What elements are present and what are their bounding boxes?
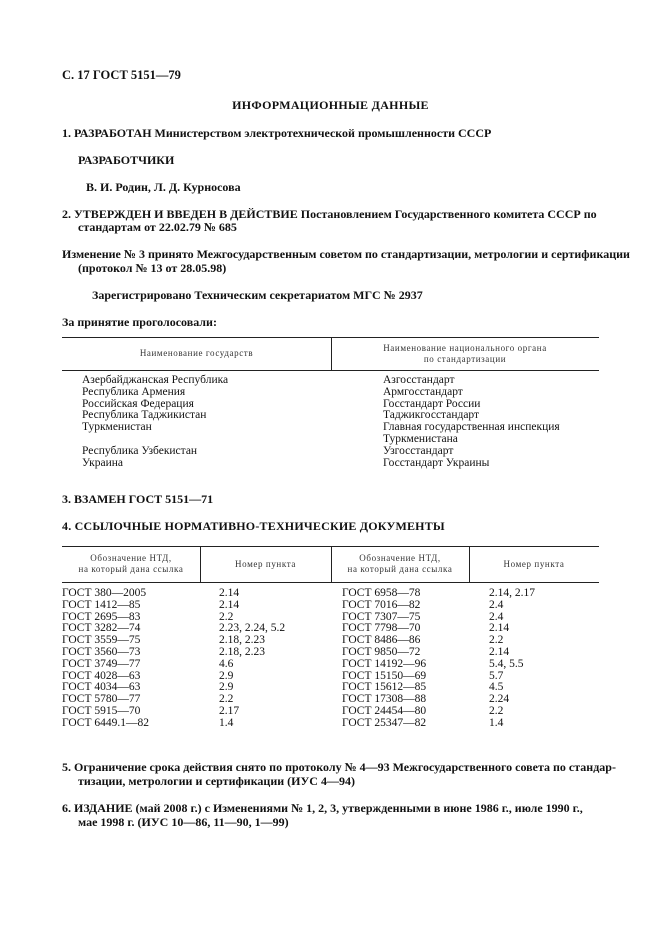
section-5-line2: тизации, метрологии и сертификации (ИУС 4—94) — [78, 774, 355, 788]
page-header: С. 17 ГОСТ 5151—79 — [62, 68, 181, 82]
ref-doc: ГОСТ 7798—70 — [342, 622, 421, 635]
ref-doc: ГОСТ 3559—75 — [62, 634, 141, 647]
ref-header-item-left: Номер пункта — [235, 559, 296, 569]
bodies-header-line1: Наименование национального органа — [383, 343, 547, 353]
ref-doc: ГОСТ 4028—63 — [62, 669, 141, 682]
ref-item: 2.4 — [489, 610, 504, 623]
standards-body: Армгосстандарт — [383, 385, 463, 398]
states-column — [82, 375, 228, 469]
section-1-developed-by: 1. РАЗРАБОТАН Министерством электротехнической промышленности СССР — [62, 126, 492, 140]
ref-doc: ГОСТ 8486—86 — [342, 634, 421, 647]
ref-table-header-rule — [62, 582, 599, 583]
section-2-approved-line1: 2. УТВЕРЖДЕН И ВВЕДЕН В ДЕЙСТВИЕ Постановлением Государственного комитета СССР по — [62, 207, 597, 221]
ref-doc: ГОСТ 25347—82 — [342, 716, 427, 729]
section-5-line1: 5. Ограничение срока действия снято по протоколу № 4—93 Межгосударственного совета по стандар- — [62, 760, 616, 774]
ref-header-item-right: Номер пункта — [503, 559, 565, 569]
ref-item: 2.2 — [219, 693, 234, 706]
ref-item: 5.7 — [489, 669, 504, 682]
ref-docs-left-column — [62, 588, 149, 730]
page-title: ИНФОРМАЦИОННЫЕ ДАННЫЕ — [232, 98, 429, 112]
ref-item: 2.9 — [219, 681, 234, 694]
ref-doc: ГОСТ 24454—80 — [342, 704, 427, 717]
ref-item: 2.18, 2.23 — [219, 645, 265, 658]
ref-item: 1.4 — [219, 716, 234, 729]
state-name: Азербайджанская Республика — [82, 374, 229, 386]
bodies-column — [383, 375, 560, 469]
section-6-line2: мае 1998 г. (ИУС 10—86, 11—90, 1—99) — [78, 815, 289, 829]
state-name: Республика Узбекистан — [82, 444, 198, 457]
ref-item: 2.14 — [219, 598, 240, 611]
ref-doc: ГОСТ 5780—77 — [62, 693, 141, 706]
state-name: Республика Таджикистан — [82, 409, 207, 422]
states-table-header-rule — [62, 370, 599, 371]
change-3-line2: (протокол № 13 от 28.05.98) — [78, 261, 227, 275]
state-name: Украина — [82, 456, 123, 469]
standards-body: Главная государственная инспекция — [383, 421, 560, 434]
ref-doc: ГОСТ 15150—69 — [342, 669, 427, 682]
ref-doc: ГОСТ 3282—74 — [62, 622, 141, 635]
registration-note: Зарегистрировано Техническим секретариатом МГС № 2937 — [92, 288, 423, 302]
ref-item: 2.23, 2.24, 5.2 — [219, 622, 286, 635]
ref-item: 2.14, 2.17 — [489, 587, 535, 599]
standards-body: Азгосстандарт — [383, 374, 455, 386]
section-3-replaces: 3. ВЗАМЕН ГОСТ 5151—71 — [62, 492, 214, 506]
ref-doc: ГОСТ 3749—77 — [62, 657, 141, 670]
ref-header-doc-right-line2: на который дана ссылка — [347, 564, 453, 574]
ref-item: 1.4 — [489, 716, 504, 729]
ref-doc: ГОСТ 380—2005 — [62, 587, 147, 599]
ref-doc: ГОСТ 14192—96 — [342, 657, 427, 670]
section-4-references-title: 4. ССЫЛОЧНЫЕ НОРМАТИВНО-ТЕХНИЧЕСКИЕ ДОКУМЕНТЫ — [62, 519, 445, 533]
developers-names: В. И. Родин, Л. Д. Курносова — [86, 180, 241, 194]
ref-items-left-column — [219, 588, 285, 730]
section-2-approved-line2: стандартам от 22.02.79 № 685 — [78, 220, 237, 234]
states-header: Наименование государств — [139, 348, 254, 358]
ref-item: 2.2 — [219, 610, 234, 623]
state-name: Республика Армения — [82, 385, 186, 398]
standards-body: Узгосстандарт — [383, 444, 454, 457]
ref-doc: ГОСТ 2695—83 — [62, 610, 141, 623]
ref-doc: ГОСТ 7016—82 — [342, 598, 421, 611]
ref-item: 2.17 — [219, 704, 240, 717]
ref-doc: ГОСТ 1412—85 — [62, 598, 141, 611]
state-name: Туркменистан — [82, 421, 152, 434]
ref-item: 2.14 — [489, 645, 510, 658]
ref-item: 2.14 — [219, 587, 240, 599]
ref-item: 5.4, 5.5 — [489, 657, 524, 670]
ref-items-right-column — [489, 588, 535, 730]
ref-doc: ГОСТ 5915—70 — [62, 704, 141, 717]
section-6-line1: 6. ИЗДАНИЕ (май 2008 г.) с Изменениями № 1, 2, 3, утвержденными в июне 1986 г., июле 1990 г., — [62, 801, 583, 815]
voted-label: За принятие проголосовали: — [62, 315, 217, 329]
ref-doc: ГОСТ 4034—63 — [62, 681, 141, 694]
ref-item: 2.18, 2.23 — [219, 634, 265, 647]
change-3-line1: Изменение № 3 принято Межгосударственным советом по стандартизации, метрологии и сертификации — [62, 247, 630, 261]
ref-doc: ГОСТ 6449.1—82 — [62, 716, 150, 729]
developers-label: РАЗРАБОТЧИКИ — [78, 153, 175, 167]
ref-doc: ГОСТ 9850—72 — [342, 645, 421, 658]
ref-doc: ГОСТ 3560—73 — [62, 645, 141, 658]
standards-body: Госстандарт России — [383, 397, 481, 410]
ref-item: 2.24 — [489, 693, 510, 706]
ref-item: 2.2 — [489, 704, 504, 717]
ref-item: 4.5 — [489, 681, 504, 694]
ref-header-doc-left-line2: на который дана ссылка — [78, 564, 184, 574]
ref-item: 2.4 — [489, 598, 504, 611]
state-name: Российская Федерация — [82, 397, 194, 410]
ref-doc: ГОСТ 7307—75 — [342, 610, 421, 623]
bodies-header-line2: по стандартизации — [423, 354, 507, 364]
standards-body: Госстандарт Украины — [383, 456, 490, 469]
state-name — [82, 434, 228, 446]
ref-header-doc-right-line1: Обозначение НТД, — [359, 553, 441, 563]
ref-item: 2.9 — [219, 669, 234, 682]
standards-body: Туркменистана — [383, 432, 458, 445]
standards-body: Таджикгосстандарт — [383, 409, 480, 422]
ref-item: 2.2 — [489, 634, 504, 647]
ref-item: 2.14 — [489, 622, 510, 635]
ref-doc: ГОСТ 15612—85 — [342, 681, 427, 694]
ref-header-doc-left-line1: Обозначение НТД, — [90, 553, 172, 563]
ref-item: 4.6 — [219, 657, 234, 670]
ref-doc: ГОСТ 6958—78 — [342, 587, 421, 599]
ref-doc: ГОСТ 17308—88 — [342, 693, 427, 706]
ref-docs-right-column — [342, 588, 426, 730]
